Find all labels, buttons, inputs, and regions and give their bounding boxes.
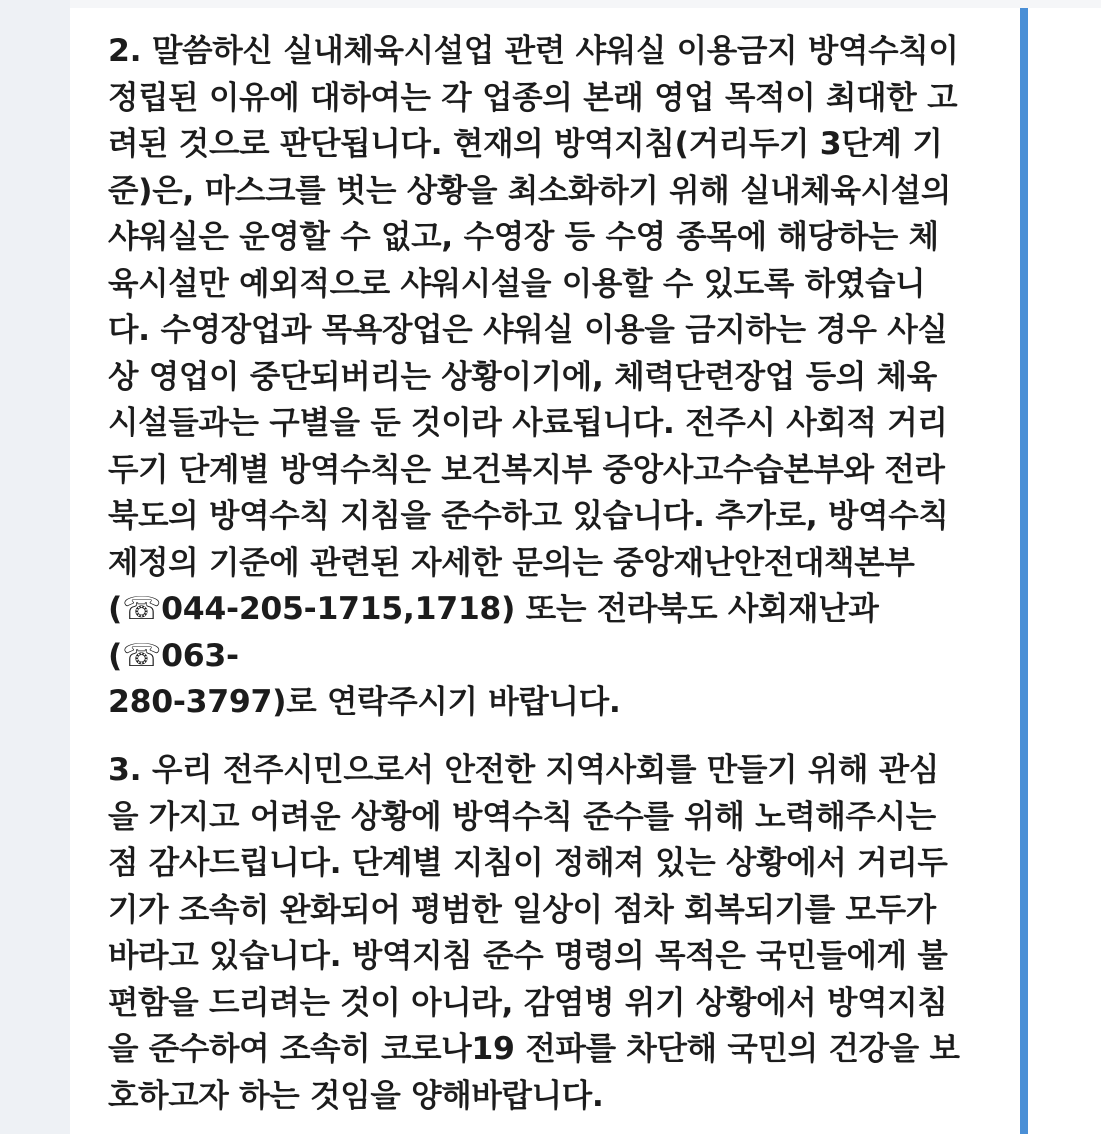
left-margin (0, 0, 70, 1134)
right-margin (1028, 8, 1101, 1134)
paragraph-3: 3. 우리 전주시민으로서 안전한 지역사회를 만들기 위해 관심 을 가지고 어려운 상황에 방역수칙 준수를 위해 노력해주시는 점 감사드립니다. 단계별 지침이 정해져 있는 상황에서 거리두 기가 조속히 완화되어 평범한 일상이 점차 회복되기를 모두가 바라고 있습니다. 방역지침 준수 명령의 목적은 국민들에게 불 편함을 드리려는 것이 아니라, 감염병 위기 상황에서 방역지침 을 준수하여 조속히 코로나19 전파를 차단해 국민의 건강을 보 호하고자 하는 것임을 양해바랍니다. (108, 752, 960, 1114)
top-border (70, 0, 1101, 8)
blue-accent-rule (1020, 8, 1028, 1134)
paragraph-2: 2. 말씀하신 실내체육시설업 관련 샤워실 이용금지 방역수칙이 정립된 이유에 대하여는 각 업종의 본래 영업 목적이 최대한 고 려된 것으로 판단됩니다. 현재의 방역지침(거리두기 3단계 기 준)은, 마스크를 벗는 상황을 최소화하기 위해 실내체육시설의 샤워실은 운영할 수 없고, 수영장 등 수영 종목에 해당하는 체 육시설만 예외적으로 샤워시설을 이용할 수 있도록 하였습니 다. 수영장업과 목욕장업은 샤워실 이용을 금지하는 경우 사실 상 영업이 중단되버리는 상황이기에, 체력단련장업 등의 체육 시설들과는 구별을 둔 것이라 사료됩니다. 전주시 사회적 거리 두기 단계별 방역수칙은 보건복지부 중앙사고수습본부와 전라 북도의 방역수칙 지침을 준수하고 있습니다. 추가로, 방역수칙 제정의 기준에 관련된 자세한 문의는 중앙재난안전대책본부 (☏044-205-1715,1718) 또는 전라북도 사회재난과(☏063- 280-3797)로 연락주시기 바랍니다. (108, 33, 959, 720)
